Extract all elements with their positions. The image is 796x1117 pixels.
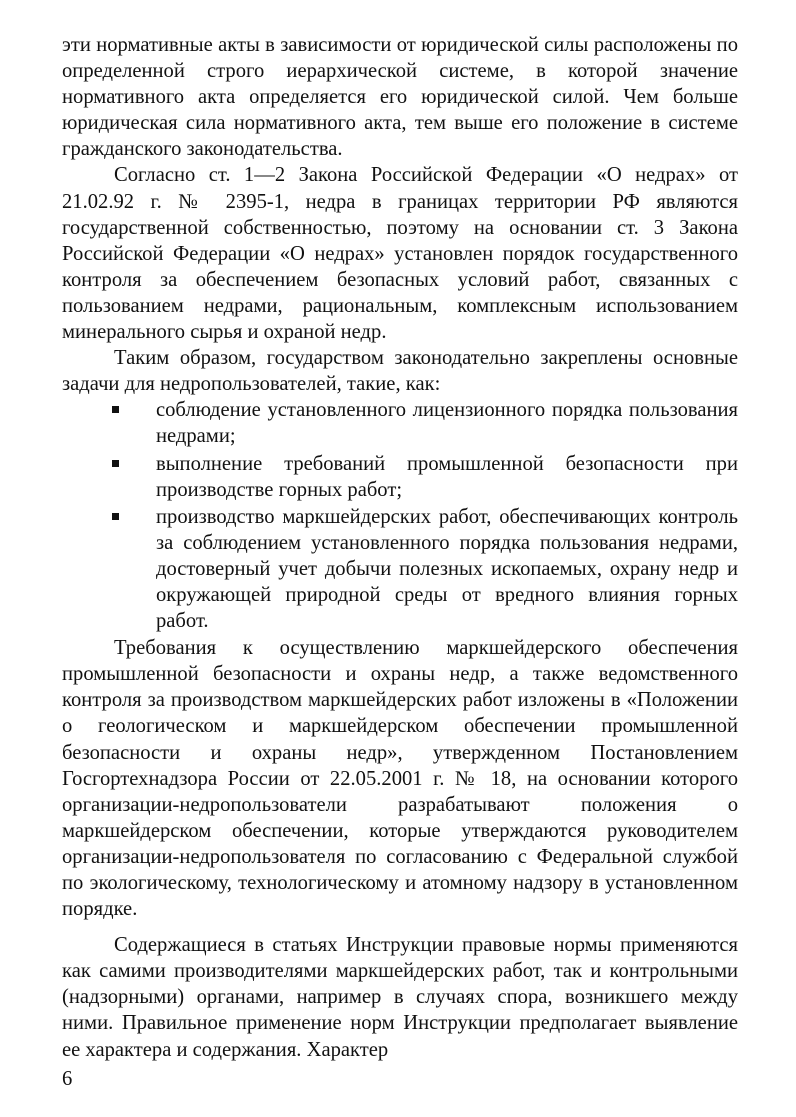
list-item-text: производство маркшейдерских работ, обеспечивающих контроль за соблюдением установленного порядка пользования недрами, достоверный учет добычи полезных ископаемых, охрану недр и окружающей природной среды от вредного влияния горных работ. bbox=[156, 505, 738, 633]
list-item bbox=[62, 451, 738, 503]
list-item-text: выполнение требований промышленной безопасности при производстве горных работ; bbox=[156, 452, 738, 501]
paragraph-requirements: Требования к осуществлению маркшейдерского обеспечения промышленной безопасности и охраны недр, а также ведомственного контроля за производством маркшейдерских работ изложены в «Положении о геологическом и маркшейдерском обеспечении промышленной безопасности и охраны недр», утвержденном Постановлением Госгортехнадзора России от 22.05.2001 г. № 18, на основании которого организации-недропользователи разрабатывают положения о маркшейдерском обеспечении, которые утверждаются руководителем организации-недропользователя по согласованию с Федеральной службой по экологическому, технологическому и атомному надзору в установленном порядке. bbox=[62, 637, 738, 921]
square-bullet-icon bbox=[112, 513, 119, 520]
page-number: 6 bbox=[62, 1068, 73, 1090]
paragraph-law-on-subsoil: Согласно ст. 1—2 Закона Российской Федерации «О недрах» от 21.02.92 г. № 2395-1, недра в границах территории РФ являются государственной собственностью, поэтому на основании ст. 3 Закона Российской Федерации «О недрах» установлен порядок государственного контроля за обеспечением безопасных условий работ, связанных с пользованием недрами, рациональным, комплексным использованием минерального сырья и охраной недр. bbox=[62, 164, 738, 344]
paragraph-legal-norms: Содержащиеся в статьях Инструкции правовые нормы применяются как самими производителями маркшейдерских работ, так и контрольными (надзорными) органами, например в случаях спора, возникшего между ними. Правильное применение норм Инструкции предполагает выявление ее характера и содержания. Характер bbox=[62, 934, 738, 1061]
paragraph-continuation: эти нормативные акты в зависимости от юридической силы расположены по определенной строго иерархической системе, в которой значение нормативного акта определяется его юридической силой. Чем больше юридическая сила нормативного акта, тем выше его положение в системе гражданского законодательства. bbox=[62, 34, 738, 161]
document-page bbox=[62, 32, 738, 1063]
list-item bbox=[62, 504, 738, 634]
tasks-list bbox=[62, 397, 738, 634]
list-item-text: соблюдение установленного лицензионного порядка пользования недрами; bbox=[156, 399, 738, 448]
square-bullet-icon bbox=[112, 406, 119, 413]
square-bullet-icon bbox=[112, 460, 119, 467]
paragraph-tasks-intro: Таким образом, государством законодательно закреплены основные задачи для недропользователей, такие, как: bbox=[62, 347, 738, 396]
list-item bbox=[62, 397, 738, 449]
